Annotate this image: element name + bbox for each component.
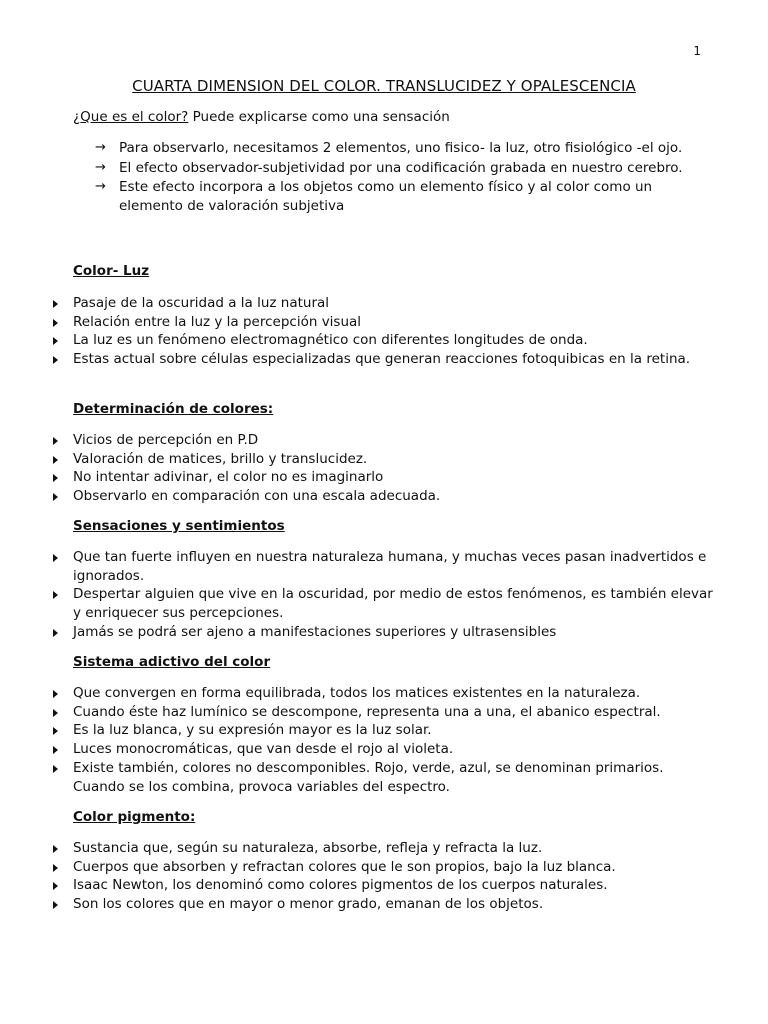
list-item-text: Son los colores que en mayor o menor grado, emanan de los objetos. [73, 896, 544, 913]
arrow-item-text: El efecto observador-subjetividad por una codificación grabada en nuestro cerebro. [119, 159, 683, 176]
list-item [53, 431, 713, 450]
list-item [53, 450, 713, 469]
list-item-text: Jamás se podrá ser ajeno a manifestaciones superiores y ultrasensibles [73, 623, 557, 640]
list-item [53, 548, 713, 585]
arrow-list [95, 139, 705, 216]
section-heading: Color- Luz [73, 263, 150, 279]
bullet-list [53, 294, 713, 369]
bullet-triangle-icon [53, 437, 58, 445]
document-title: CUARTA DIMENSION DEL COLOR. TRANSLUCIDEZ Y OPALESCENCIA [132, 77, 636, 95]
list-item [53, 623, 713, 642]
bullet-triangle-icon [53, 356, 58, 364]
bullet-triangle-icon [53, 727, 58, 735]
bullet-triangle-icon [53, 765, 58, 773]
list-item [53, 487, 713, 506]
section-heading: Color pigmento: [73, 809, 196, 825]
right-arrow-icon: → [95, 140, 106, 155]
list-item-text: Observarlo en comparación con una escala adecuada. [73, 488, 441, 505]
bullet-triangle-icon [53, 456, 58, 464]
arrow-item [95, 139, 705, 158]
bullet-triangle-icon [53, 901, 58, 909]
list-item [53, 895, 713, 914]
bullet-triangle-icon [53, 300, 58, 308]
section-heading: Determinación de colores: [73, 401, 274, 417]
arrow-item-text: Para observarlo, necesitamos 2 elementos, uno fisico- la luz, otro fisiológico -el ojo. [119, 140, 683, 156]
list-item [53, 858, 713, 877]
list-item [53, 468, 713, 487]
bullet-list [53, 548, 713, 642]
right-arrow-icon: → [95, 159, 106, 175]
list-item-text: Relación entre la luz y la percepción visual [73, 313, 362, 330]
arrow-item [95, 159, 705, 178]
bullet-triangle-icon [53, 493, 58, 501]
list-item [53, 684, 713, 703]
list-item [53, 350, 713, 369]
list-item-text: Es la luz blanca, y su expresión mayor es la luz solar. [73, 722, 432, 739]
bullet-triangle-icon [53, 746, 58, 754]
bullet-triangle-icon [53, 709, 58, 717]
intro-text: Puede explicarse como una sensación [188, 109, 450, 125]
intro-question: ¿Que es el color? [73, 109, 189, 125]
bullet-triangle-icon [53, 864, 58, 872]
right-arrow-icon: → [95, 179, 106, 194]
list-item-text: Sustancia que, según su naturaleza, absorbe, refleja y refracta la luz. [73, 840, 543, 856]
page-number: 1 [693, 44, 701, 58]
list-item [53, 331, 713, 350]
list-item-text: Que tan fuerte influyen en nuestra naturaleza humana, y muchas veces pasan inadvertidos e ignorados. [73, 549, 707, 584]
bullet-list [53, 839, 713, 914]
list-item [53, 703, 713, 722]
list-item [53, 759, 713, 796]
list-item-text: Vicios de percepción en P.D [73, 432, 259, 448]
list-item [53, 876, 713, 895]
list-item-text: Isaac Newton, los denominó como colores pigmentos de los cuerpos naturales. [73, 877, 608, 894]
bullet-list [53, 684, 713, 796]
bullet-triangle-icon [53, 337, 58, 345]
bullet-triangle-icon [53, 690, 58, 698]
list-item [53, 294, 713, 313]
bullet-triangle-icon [53, 882, 58, 890]
list-item-text: Cuerpos que absorben y refractan colores que le son propios, bajo la luz blanca. [73, 858, 616, 875]
section-heading: Sistema adictivo del color [73, 654, 271, 670]
list-item-text: Que convergen en forma equilibrada, todos los matices existentes en la naturaleza. [73, 685, 641, 701]
list-item-text: Cuando éste haz lumínico se descompone, representa una a una, el abanico espectral. [73, 703, 661, 720]
bullet-triangle-icon [53, 319, 58, 327]
bullet-triangle-icon [53, 474, 58, 482]
intro-line [73, 109, 450, 125]
list-item-text: Despertar alguien que vive en la oscuridad, por medio de estos fenómenos, es también elevar y enriquecer sus percepciones. [73, 586, 713, 622]
list-item [53, 839, 713, 858]
bullet-triangle-icon [53, 845, 58, 853]
bullet-list [53, 431, 713, 506]
bullet-triangle-icon [53, 629, 58, 637]
list-item [53, 585, 713, 622]
list-item [53, 721, 713, 740]
section-heading: Sensaciones y sentimientos [73, 518, 285, 534]
list-item-text: Luces monocromáticas, que van desde el rojo al violeta. [73, 741, 454, 758]
arrow-item-text: Este efecto incorpora a los objetos como un elemento físico y al color como un elemento de valoración subjetiva [119, 179, 653, 214]
arrow-item [95, 178, 705, 215]
list-item [53, 740, 713, 759]
bullet-triangle-icon [53, 591, 58, 599]
list-item-text: Valoración de matices, brillo y translucidez. [73, 450, 368, 467]
list-item-text: Existe también, colores no descomponibles. Rojo, verde, azul, se denominan primarios. Cuando se los combina, provoca variables del espectro. [73, 759, 664, 795]
list-item-text: Pasaje de la oscuridad a la luz natural [73, 295, 330, 311]
list-item-text: La luz es un fenómeno electromagnético con diferentes longitudes de onda. [73, 332, 588, 349]
list-item [53, 313, 713, 332]
list-item-text: Estas actual sobre células especializadas que generan reacciones fotoquibicas en la retina. [73, 351, 691, 368]
list-item-text: No intentar adivinar, el color no es imaginarlo [73, 469, 384, 486]
bullet-triangle-icon [53, 554, 58, 562]
